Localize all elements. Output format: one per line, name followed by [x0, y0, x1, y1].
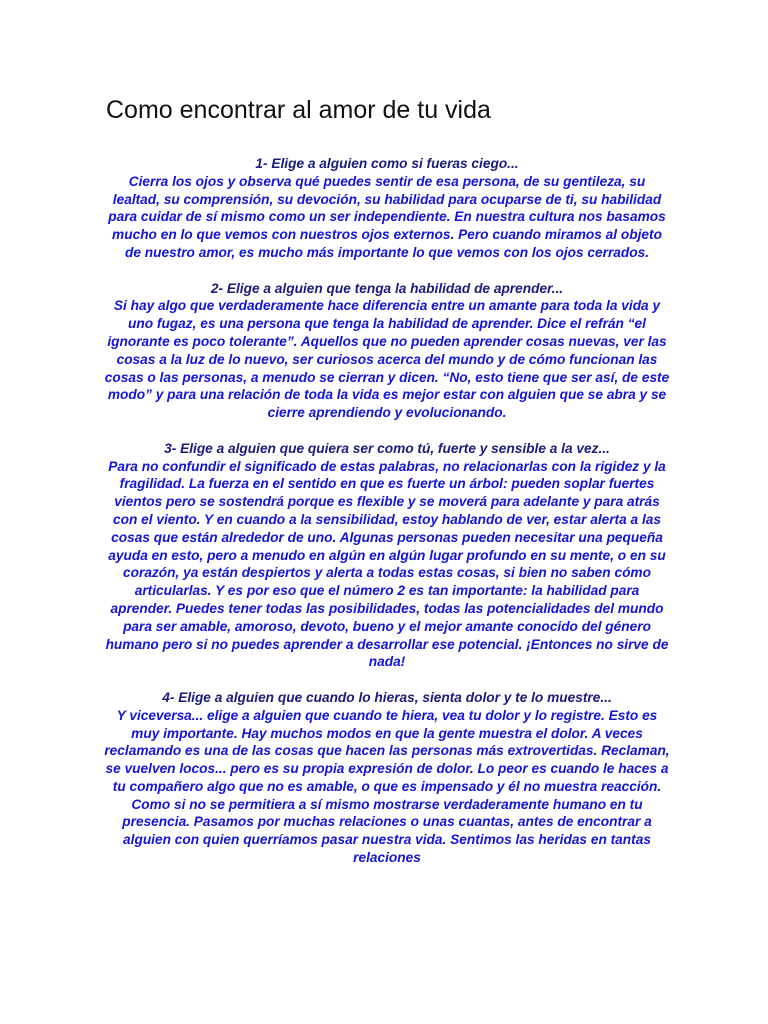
section-heading: 2- Elige a alguien que tenga la habilidad de aprender...	[210, 280, 564, 296]
section-heading: 4- Elige a alguien que cuando lo hieras, sienta dolor y te lo muestre...	[162, 689, 612, 705]
section-text: Para no confundir el significado de estas palabras, no relacionarlas con la rigidez y la fragilidad. La fuerza en el sentido en que es fuerte un árbol: pueden soplar fuertes vientos pero se sostendrá porque es flexible y se moverá para adelante y para atrás con el viento. Y en cuando a la sensibilidad, estoy hablando de ver, estar alerta a las cosas que están alrededor de uno. Algunas personas pueden necesitar una pequeña ayuda en esto, pero a menudo en algún en algún lugar profundo en su mente, o en su corazón, ya están despiertos y alerta a todas estas cosas, si bien no saben cómo articularlas. Y es por eso que el número 2 es tan importante: la habilidad para aprender. Puedes tener todas las posibilidades, todas las potencialidades del mundo para ser amable, amoroso, devoto, bueno y el mejor amante conocido del género humano pero si no puedes aprender a desarrollar ese potencial. ¡Entonces no sirve de nada!	[105, 458, 669, 670]
section-4	[104, 689, 670, 867]
section-text: Cierra los ojos y observa qué puedes sentir de esa persona, de su gentileza, su lealtad, su comprensión, su devoción, su habilidad para ocuparse de ti, su habilidad para cuidar de sí mismo como un ser independiente. En nuestra cultura nos basamos mucho en lo que vemos con nuestros ojos externos. Pero cuando miramos al objeto de nuestro amor, es mucho más importante lo que vemos con los ojos cerrados.	[108, 173, 666, 260]
section-heading: 1- Elige a alguien como si fueras ciego...	[255, 156, 519, 171]
document-body	[104, 155, 670, 885]
section-2	[104, 280, 670, 422]
section-3	[104, 440, 670, 671]
section-1	[104, 155, 670, 262]
section-text: Y viceversa... elige a alguien que cuando te hiera, vea tu dolor y lo registre. Esto es muy importante. Hay muchos modos en que la gente muestra el dolor. A veces reclamando es una de las cosas que hacen las personas más extrovertidas. Reclaman, se vuelven locos... pero es su propia expresión de dolor. Lo peor es cuando le haces a tu compañero algo que no es amable, o que es impensado y él no muestra reacción. Como si no se permitiera a sí mismo mostrarse verdaderamente humano en tu presencia. Pasamos por muchas relaciones o unas cuantas, antes de encontrar a alguien con quien querríamos pasar nuestra vida. Sentimos las heridas en tantas relaciones	[104, 707, 670, 866]
page-title: Como encontrar al amor de tu vida	[106, 96, 491, 124]
section-text: Si hay algo que verdaderamente hace diferencia entre un amante para toda la vida y uno fugaz, es una persona que tenga la habilidad de aprender. Dice el refrán “el ignorante es poco tolerante”. Aquellos que no pueden aprender cosas nuevas, ver las cosas a la luz de lo nuevo, ser curiosos acerca del mundo y de cómo funcionan las cosas o las personas, a menudo se cierran y dicen. “No, esto tiene que ser así, de este modo” y para una relación de toda la vida es mejor estar con alguien que se abra y se cierre aprendiendo y evolucionando.	[104, 298, 670, 421]
section-heading: 3- Elige a alguien que quiera ser como tú, fuerte y sensible a la vez...	[164, 440, 610, 456]
